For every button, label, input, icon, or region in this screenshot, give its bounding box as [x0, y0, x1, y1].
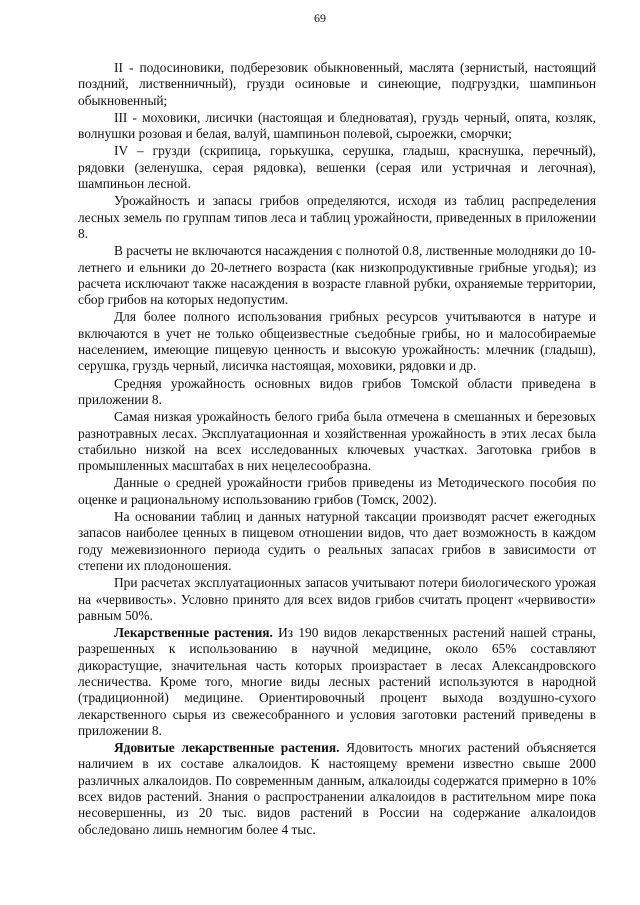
paragraph-poisonous-plants	[78, 740, 596, 838]
paragraph-average-yield	[78, 376, 596, 409]
paragraph-yield-determination	[78, 193, 596, 242]
paragraph-text: III - моховики, лисички (настоящая и бледноватая), груздь черный, опята, козляк, волнушки розовая и белая, валуй, шампиньон полевой, сыроежки, сморчки;	[78, 109, 596, 142]
paragraph-mushroom-group-2	[78, 60, 596, 109]
paragraph-text: II - подосиновики, подберезовик обыкновенный, маслята (зернистый, настоящий поздний, лиственничный), грузди осиновые и синеющие, подгруздки, шампиньон обыкновенный;	[78, 60, 596, 108]
paragraph-text: Из 190 видов лекарственных растений нашей страны, разрешенных к использованию в научной медицине, около 65% составляют дикорастущие, значительная часть которых произрастает в лесах Александровского лесничества. Кроме того, многие виды лесных растений используются в народной (традиционной) медицине. Ориентировочный процент выхода воздушно-сухого лекарственного сырья из свежесобранного и условия заготовки растений приведены в приложении 8.	[78, 625, 596, 738]
paragraph-data-source	[78, 475, 596, 508]
paragraph-mushroom-group-3	[78, 110, 596, 143]
paragraph-wormy-losses	[78, 575, 596, 624]
paragraph-text: При расчетах эксплуатационных запасов учитывают потери биологического урожая на «червивость». Условно принято для всех видов грибов считать процент «червивости» равным 50%.	[78, 575, 596, 623]
page-number: 69	[314, 11, 326, 25]
paragraph-reserve-calculation	[78, 509, 596, 574]
paragraph-text: Для более полного использования грибных ресурсов учитываются в натуре и включаются в учет не только общеизвестные съедобные грибы, но и малособираемые населением, имеющие пищевую ценность и высокую урожайность: млечник (гладыш), серушка, груздь черный, лисичка настоящая, моховики, рядовки и др.	[78, 309, 596, 374]
section-heading: Ядовитые лекарственные растения.	[114, 740, 340, 756]
paragraph-text: Урожайность и запасы грибов определяются, исходя из таблиц распределения лесных земель по группам типов леса и таблиц урожайности, приведенных в приложении 8.	[78, 193, 596, 241]
paragraph-full-use	[78, 309, 596, 374]
paragraph-mushroom-group-4	[78, 143, 596, 192]
paragraph-text: На основании таблиц и данных натурной таксации производят расчет ежегодных запасов наиболее ценных в пищевом отношении видов, что дает возможность в каждом году межевизионного периода судить о реальных запасах грибов в зависимости от степени их плодоношения.	[78, 509, 596, 573]
paragraph-text: Ядовитость многих растений объясняется наличием в их составе алкалоидов. К настоящему времени известно свыше 2000 различных алкалоидов. По современным данным, алкалоиды содержатся примерно в 10% всех видов растений. Знания о распространении алкалоидов в растительном мире пока несовершенны, из 20 тыс. видов растений в России на содержание алкалоидов обследовано лишь немногим более 4 тыс.	[78, 740, 596, 837]
paragraph-text: IV – грузди (скрипица, горькушка, серушка, гладыш, краснушка, перечный), рядовки (зеленушка, серая рядовка), вешенки (серая или устричная и легочная), шампиньон лесной.	[78, 143, 596, 192]
paragraph-text: Самая низкая урожайность белого гриба была отмечена в смешанных и березовых разнотравных лесах. Эксплуатационная и хозяйственная урожайность в этих лесах была стабильно низкой на всех исследованных ключевых участках. Заготовка грибов в промышленных масштабах в них нецелесообразна.	[78, 409, 596, 474]
paragraph-text: Средняя урожайность основных видов грибов Томской области приведена в приложении 8.	[78, 375, 596, 407]
section-heading: Лекарственные растения.	[114, 625, 273, 641]
paragraph-low-yield	[78, 409, 596, 474]
paragraph-medicinal-plants	[78, 625, 596, 739]
body-text	[78, 60, 596, 838]
paragraph-text: В расчеты не включаются насаждения с полнотой 0.8, лиственные молодняки до 10-летнего и ельники до 20-летнего возраста (как низкопродуктивные грибные угодья); из расчета исключают также насаждения в возрасте главной рубки, охраняемые территории, сбор грибов на которых недопустим.	[78, 243, 596, 308]
paragraph-exclusions	[78, 243, 596, 308]
paragraph-text: Данные о средней урожайности грибов приведены из Методического пособия по оценке и рациональному использованию грибов (Томск, 2002).	[78, 475, 596, 507]
